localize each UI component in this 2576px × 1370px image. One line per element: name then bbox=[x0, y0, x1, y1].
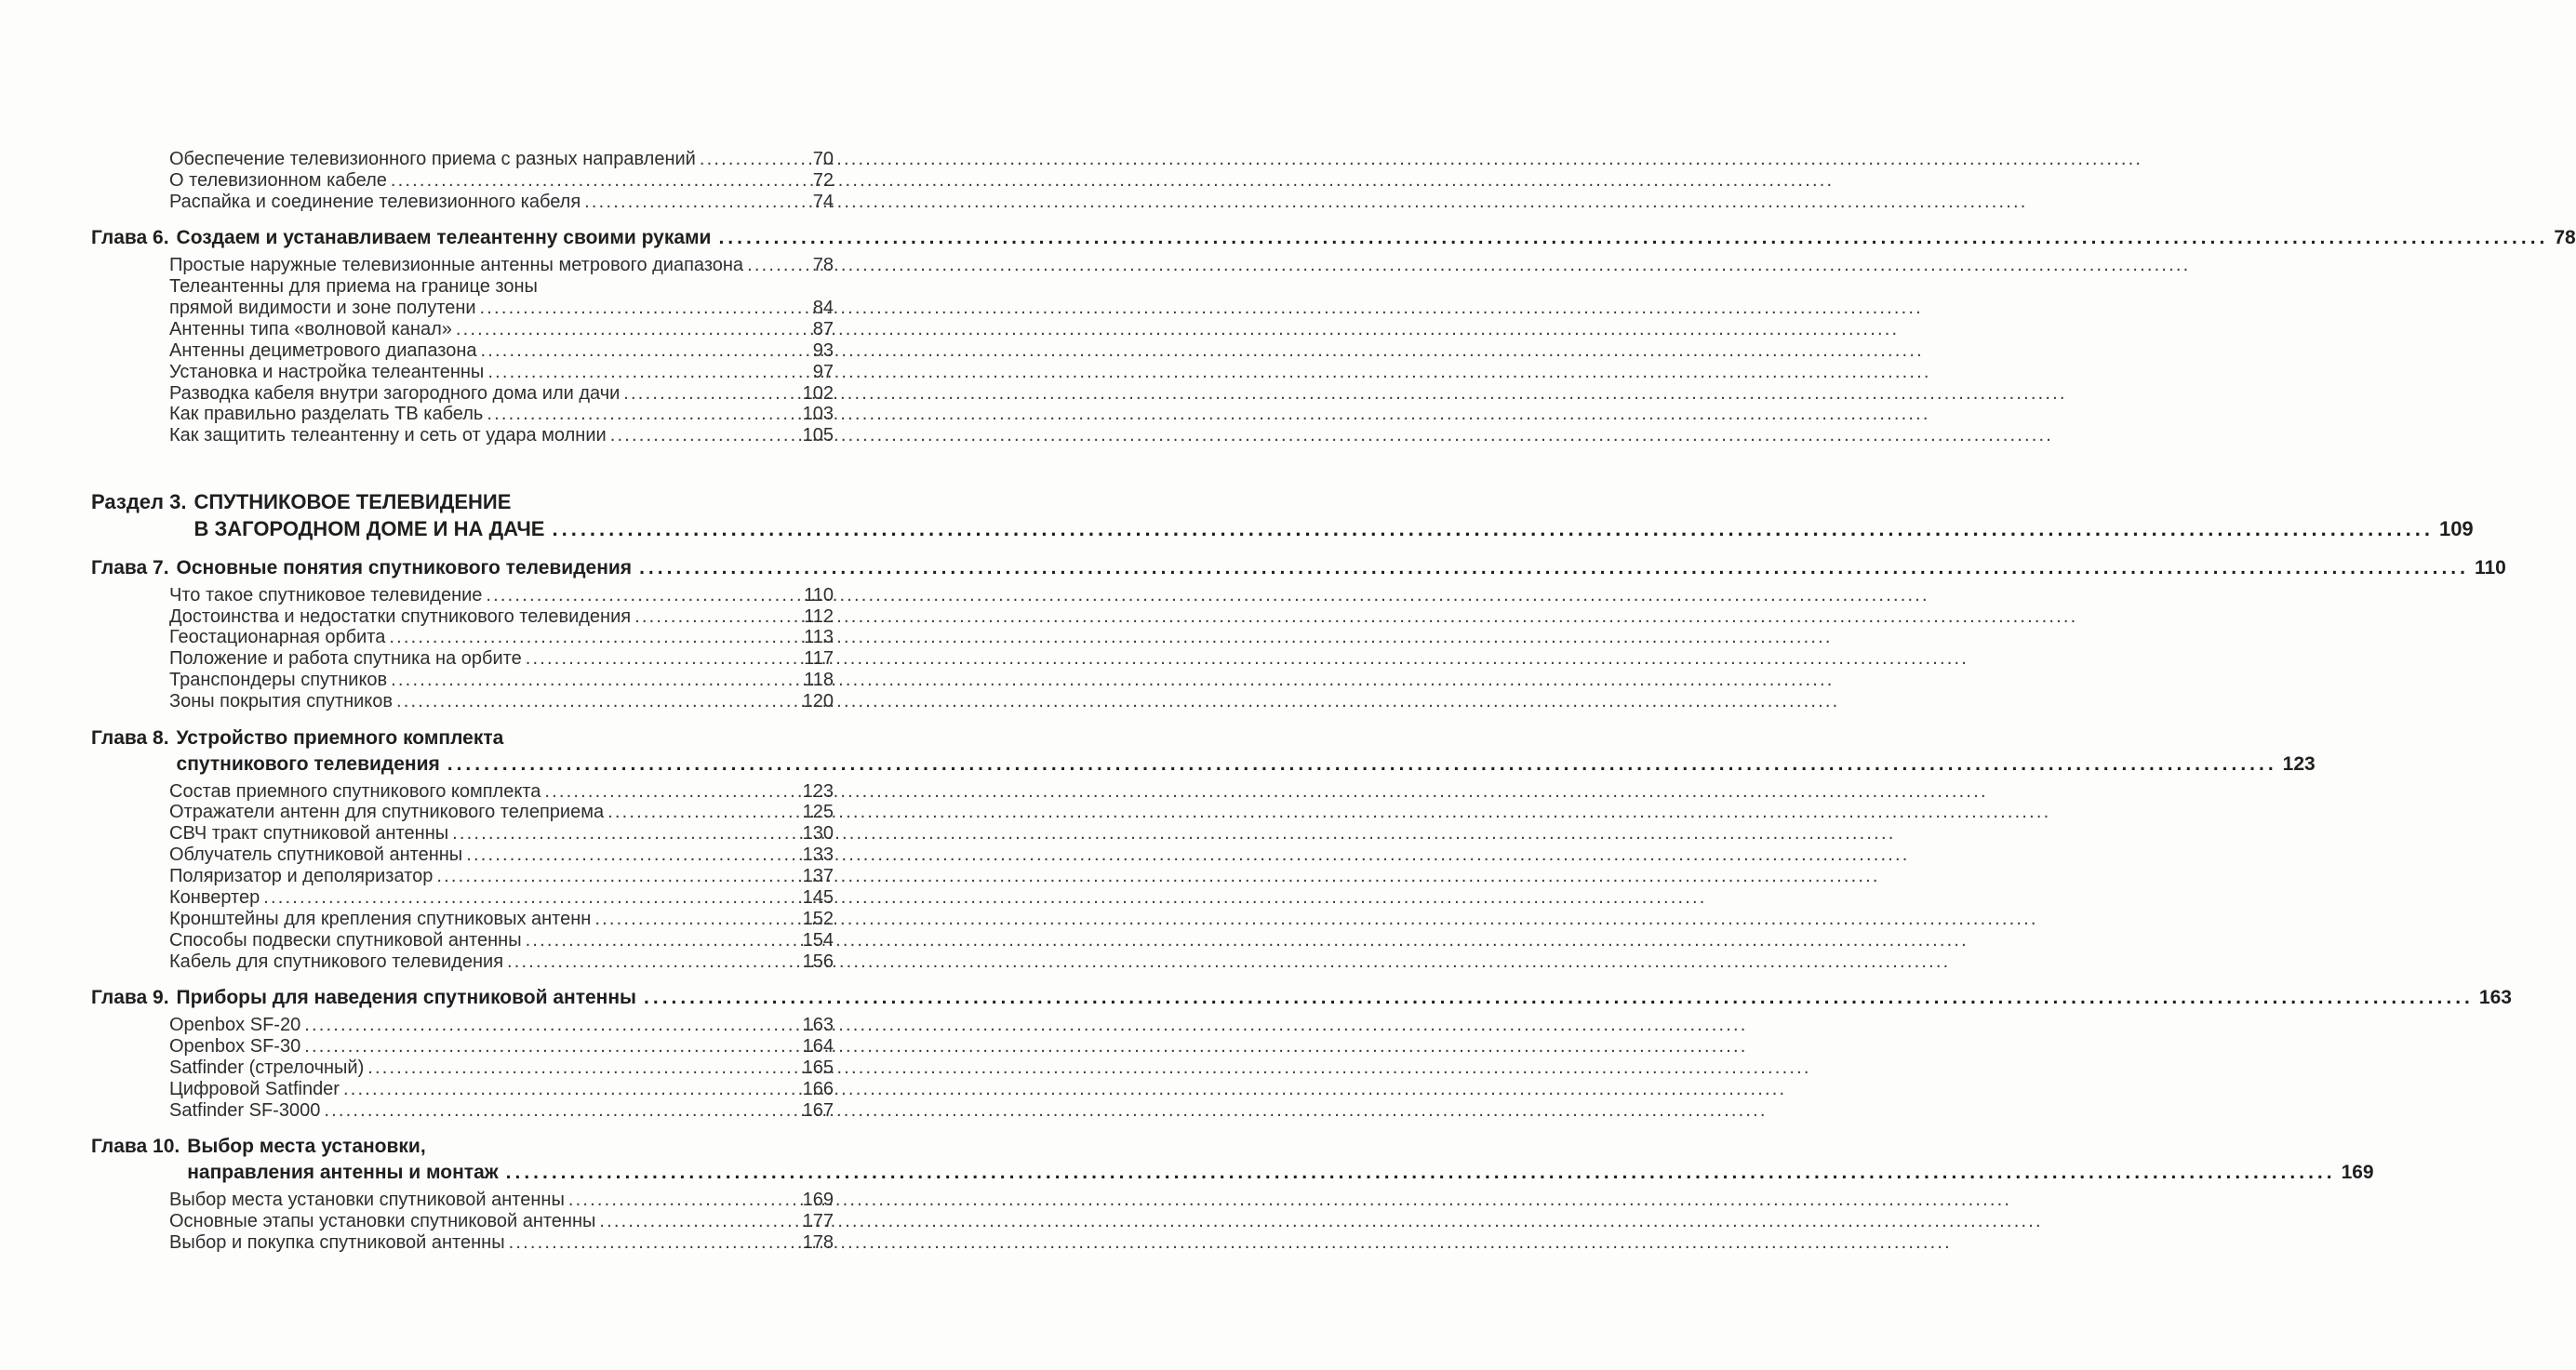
toc-entry-two-line bbox=[91, 276, 834, 319]
entry-title: Положение и работа спутника на орбите bbox=[169, 648, 522, 670]
chapter-9 bbox=[91, 985, 2512, 1121]
chapter-title: Создаем и устанавливаем телеантенну своими руками bbox=[176, 227, 712, 249]
section-number: Раздел 3. bbox=[91, 490, 187, 514]
entry-title: Отражатели антенн для спутникового телеприема bbox=[169, 802, 605, 823]
toc-entry bbox=[91, 255, 834, 276]
chapter-heading bbox=[91, 555, 2506, 581]
dot-leader bbox=[639, 555, 2469, 581]
entry-title-line bbox=[91, 276, 834, 298]
page-number: 152 bbox=[802, 908, 834, 929]
page-number: 74 bbox=[812, 191, 834, 212]
toc-entry bbox=[91, 383, 834, 405]
page-number: 177 bbox=[802, 1210, 834, 1231]
toc-entry bbox=[91, 802, 834, 823]
dot-leader bbox=[396, 691, 798, 712]
page-number: 125 bbox=[802, 802, 834, 823]
page-number: 78 bbox=[2554, 227, 2576, 249]
dot-leader bbox=[507, 951, 798, 973]
toc-entry bbox=[91, 1015, 834, 1036]
toc-entry bbox=[91, 404, 834, 425]
section-heading bbox=[91, 488, 2474, 542]
dot-leader bbox=[506, 1160, 2336, 1186]
dot-leader bbox=[568, 1190, 798, 1211]
entry-title: Цифровой Satfinder bbox=[169, 1078, 340, 1099]
entry-title: Как правильно разделать ТВ кабель bbox=[169, 404, 484, 425]
page-number: 163 bbox=[802, 1015, 834, 1036]
entry-title: Что такое спутниковое телевидение bbox=[169, 584, 483, 605]
dot-leader bbox=[389, 627, 799, 648]
dot-leader bbox=[456, 319, 808, 340]
chapter-heading bbox=[91, 1134, 2374, 1186]
page-number: 97 bbox=[812, 361, 834, 382]
chapter-number: Глава 10. bbox=[91, 1136, 180, 1157]
section-title: В ЗАГОРОДНОМ ДОМЕ И НА ДАЧЕ bbox=[194, 517, 545, 541]
dot-leader bbox=[584, 192, 808, 213]
chapter-number: Глава 9. bbox=[91, 987, 169, 1009]
dot-leader bbox=[526, 930, 798, 951]
toc-entry bbox=[91, 951, 834, 973]
dot-leader bbox=[644, 985, 2474, 1011]
chapter-title: Устройство приемного комплекта bbox=[176, 726, 504, 749]
entry-title: Openbox SF-30 bbox=[169, 1035, 301, 1057]
toc-entry bbox=[91, 1057, 834, 1079]
toc-entry bbox=[91, 1100, 834, 1122]
dot-leader bbox=[436, 866, 797, 887]
page-number: 130 bbox=[802, 823, 834, 845]
entry-title: Состав приемного спутникового комплекта bbox=[169, 780, 541, 802]
toc-entry bbox=[91, 362, 834, 383]
chapter-number: Глава 8. bbox=[91, 726, 169, 749]
entry-title: Телеантенны для приема на границе зоны bbox=[169, 276, 538, 298]
dot-leader bbox=[304, 1036, 797, 1057]
dot-leader bbox=[509, 1232, 798, 1254]
dot-leader bbox=[343, 1079, 798, 1100]
dot-leader bbox=[391, 170, 808, 192]
dot-leader bbox=[610, 425, 798, 446]
dot-leader bbox=[466, 845, 797, 866]
page-number: 112 bbox=[804, 605, 834, 627]
page-number: 87 bbox=[812, 318, 834, 339]
toc-entry bbox=[91, 691, 834, 712]
page-number: 117 bbox=[804, 648, 834, 670]
toc-entry bbox=[91, 319, 834, 340]
entry-title: Установка и настройка телеантенны bbox=[169, 361, 485, 382]
page-number: 163 bbox=[2478, 987, 2512, 1009]
page-number: 169 bbox=[2341, 1162, 2374, 1183]
entry-title: Satfinder SF-3000 bbox=[169, 1099, 321, 1121]
page-number: 164 bbox=[802, 1035, 834, 1057]
carryover-entries bbox=[91, 149, 834, 213]
page-number: 105 bbox=[802, 425, 834, 446]
toc-entry bbox=[91, 930, 834, 951]
entry-title: Достоинства и недостатки спутникового телевидения bbox=[169, 605, 632, 627]
page-number: 133 bbox=[802, 845, 834, 866]
page-number: 78 bbox=[812, 255, 834, 276]
dot-leader bbox=[367, 1057, 797, 1079]
page-number: 120 bbox=[802, 691, 834, 712]
section-title: СПУТНИКОВОЕ ТЕЛЕВИДЕНИЕ bbox=[194, 490, 512, 514]
page-number: 169 bbox=[802, 1190, 834, 1210]
entry-title: Транспондеры спутников bbox=[169, 670, 388, 691]
page-number: 110 bbox=[2474, 556, 2506, 579]
page-number: 156 bbox=[802, 951, 834, 972]
chapter-title: Приборы для наведения спутниковой антенны bbox=[176, 987, 636, 1009]
page-number: 102 bbox=[802, 382, 834, 404]
dot-leader bbox=[700, 149, 808, 170]
entry-title: Как защитить телеантенну и сеть от удара молнии bbox=[169, 425, 607, 446]
dot-leader bbox=[607, 802, 798, 823]
toc-entry bbox=[91, 192, 834, 213]
chapter-heading bbox=[91, 985, 2512, 1011]
page-number: 137 bbox=[802, 866, 834, 887]
entry-title: Антенны типа «волновой канал» bbox=[169, 318, 452, 339]
entry-title: Геостационарная орбита bbox=[169, 627, 386, 648]
dot-leader bbox=[623, 383, 797, 405]
toc-entry bbox=[91, 1036, 834, 1057]
dot-leader bbox=[447, 752, 2277, 778]
dot-leader bbox=[324, 1100, 797, 1122]
entry-title: Выбор и покупка спутниковой антенны bbox=[169, 1231, 505, 1253]
toc-entry bbox=[91, 648, 834, 670]
page-number: 145 bbox=[802, 886, 834, 908]
dot-leader bbox=[487, 362, 808, 383]
dot-leader bbox=[263, 887, 797, 909]
page-number: 113 bbox=[804, 627, 834, 648]
dot-leader bbox=[487, 404, 797, 425]
entry-title: СВЧ тракт спутниковой антенны bbox=[169, 823, 449, 845]
entry-title: Антенны дециметрового диапазона bbox=[169, 339, 477, 361]
toc-entry bbox=[91, 340, 834, 362]
toc-entry bbox=[91, 1211, 834, 1232]
dot-leader bbox=[544, 781, 797, 803]
toc-entry bbox=[91, 845, 834, 866]
entry-title: Кронштейны для крепления спутниковых антенн bbox=[169, 908, 592, 929]
entry-title: Распайка и соединение телевизионного кабеля bbox=[169, 191, 581, 212]
table-of-contents bbox=[91, 149, 2576, 1254]
page-number: 165 bbox=[802, 1057, 834, 1078]
page-number: 103 bbox=[802, 404, 834, 425]
entry-title: Обеспечение телевизионного приема с разных направлений bbox=[169, 149, 696, 169]
dot-leader bbox=[452, 823, 798, 845]
page-number: 178 bbox=[802, 1231, 834, 1253]
entry-title: Выбор места установки спутниковой антенны bbox=[169, 1190, 565, 1210]
entry-title: Зоны покрытия спутников bbox=[169, 691, 394, 712]
toc-entry bbox=[91, 1190, 834, 1211]
toc-entry bbox=[91, 149, 834, 170]
page-number: 109 bbox=[2438, 517, 2474, 541]
chapter-7 bbox=[91, 555, 2506, 712]
chapter-10 bbox=[91, 1134, 2374, 1254]
toc-entry bbox=[91, 1079, 834, 1100]
page-number: 72 bbox=[812, 169, 834, 191]
toc-entry bbox=[91, 866, 834, 887]
dot-leader bbox=[634, 606, 799, 628]
chapter-8 bbox=[91, 725, 2316, 973]
toc-entry bbox=[91, 298, 834, 319]
toc-entry bbox=[91, 627, 834, 648]
toc-entry bbox=[91, 1232, 834, 1254]
dot-leader bbox=[747, 255, 808, 276]
toc-entry bbox=[91, 606, 834, 628]
chapter-title: направления антенны и монтаж bbox=[187, 1162, 499, 1183]
toc-entry bbox=[91, 909, 834, 930]
page-number: 84 bbox=[812, 297, 834, 318]
page-number: 93 bbox=[812, 339, 834, 361]
chapter-title: спутникового телевидения bbox=[176, 752, 440, 775]
entry-title: Кабель для спутникового телевидения bbox=[169, 951, 504, 972]
toc-entry bbox=[91, 670, 834, 691]
toc-entry bbox=[91, 585, 834, 606]
dot-leader bbox=[480, 298, 808, 319]
chapter-heading bbox=[91, 225, 2576, 251]
toc-entry bbox=[91, 823, 834, 845]
entry-title: Разводка кабеля внутри загородного дома или дачи bbox=[169, 382, 621, 404]
dot-leader bbox=[486, 585, 799, 606]
page-number: 154 bbox=[802, 929, 834, 951]
page-number: 123 bbox=[2282, 752, 2316, 775]
page-number: 123 bbox=[802, 780, 834, 802]
dot-leader bbox=[594, 909, 797, 930]
dot-leader bbox=[391, 670, 799, 691]
entry-title: Satfinder (стрелочный) bbox=[169, 1057, 365, 1078]
chapter-number: Глава 7. bbox=[91, 556, 169, 579]
dot-leader bbox=[526, 648, 799, 670]
entry-title: Openbox SF-20 bbox=[169, 1015, 301, 1036]
entry-title: Поляризатор и деполяризатор bbox=[169, 866, 434, 887]
entry-title: прямой видимости и зоне полутени bbox=[169, 297, 476, 318]
entry-title: Простые наружные телевизионные антенны метрового диапазона bbox=[169, 255, 744, 276]
dot-leader bbox=[304, 1015, 797, 1036]
toc-entry bbox=[91, 425, 834, 446]
entry-title: Конвертер bbox=[169, 886, 260, 908]
dot-leader bbox=[552, 515, 2433, 542]
toc-entry bbox=[91, 170, 834, 192]
chapter-title: Выбор места установки, bbox=[187, 1136, 426, 1157]
toc-entry bbox=[91, 781, 834, 803]
page-number: 110 bbox=[804, 584, 834, 605]
chapter-title: Основные понятия спутникового телевидения bbox=[176, 556, 633, 579]
entry-title: Облучатель спутниковой антенны bbox=[169, 845, 463, 866]
dot-leader bbox=[599, 1211, 797, 1232]
dot-leader bbox=[718, 225, 2548, 251]
chapter-heading bbox=[91, 725, 2316, 778]
entry-title: Способы подвески спутниковой антенны bbox=[169, 929, 522, 951]
toc-entry bbox=[91, 887, 834, 909]
entry-title: Основные этапы установки спутниковой антенны bbox=[169, 1210, 596, 1231]
chapter-6 bbox=[91, 225, 2576, 446]
page-number: 70 bbox=[812, 149, 834, 169]
chapter-number: Глава 6. bbox=[91, 227, 169, 249]
page-number: 118 bbox=[804, 670, 834, 691]
page-number: 167 bbox=[802, 1099, 834, 1121]
entry-title: О телевизионном кабеле bbox=[169, 169, 387, 191]
dot-leader bbox=[481, 340, 808, 362]
page-number: 166 bbox=[802, 1078, 834, 1099]
